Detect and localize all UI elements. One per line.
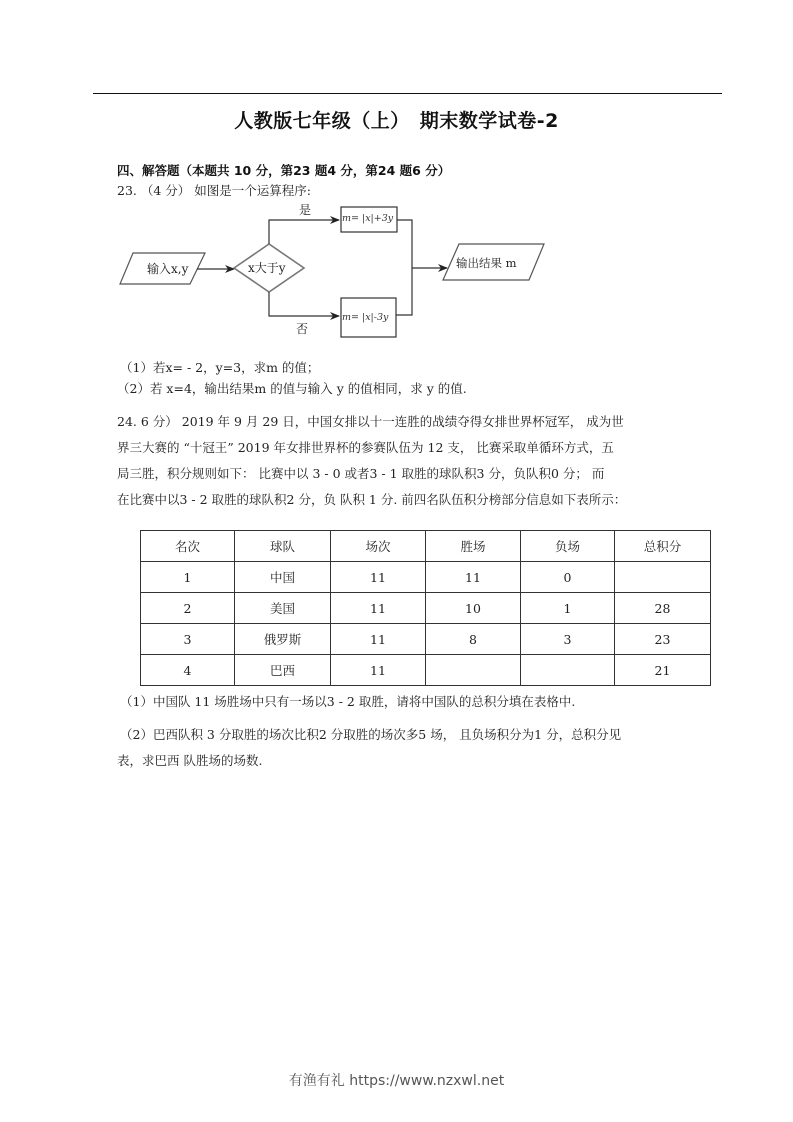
input-label: 输入x,y xyxy=(147,262,189,276)
yes-label: 是 xyxy=(299,203,312,217)
header-rank: 名次 xyxy=(141,531,235,562)
header-wins: 胜场 xyxy=(426,531,521,562)
table-row xyxy=(141,655,711,686)
cell-losses xyxy=(521,655,615,686)
cell-matches: 11 xyxy=(331,655,426,686)
question-24-part-2-line-1: （2）巴西队积 3 分取胜的场次比积2 分取胜的场次多5 场， 且负场积分为1 分，总积分见 xyxy=(120,727,622,742)
cell-team: 巴西 xyxy=(235,655,331,686)
cell-losses: 3 xyxy=(521,624,615,655)
header-losses: 负场 xyxy=(521,531,615,562)
header-total-points: 总积分 xyxy=(615,531,711,562)
page-title: 人教版七年级（上） 期末数学试卷-2 xyxy=(234,110,559,132)
decision-label: x大于y xyxy=(248,261,286,275)
cell-wins xyxy=(426,655,521,686)
cell-matches: 11 xyxy=(331,593,426,624)
cell-total-points: 21 xyxy=(615,655,711,686)
cell-rank: 1 xyxy=(141,562,235,593)
cell-team: 美国 xyxy=(235,593,331,624)
cell-team: 俄罗斯 xyxy=(235,624,331,655)
table-row xyxy=(141,562,711,593)
no-label: 否 xyxy=(296,322,309,336)
cell-losses: 1 xyxy=(521,593,615,624)
question-23-part-2: （2）若 x=4，输出结果m 的值与输入 y 的值相同，求 y 的值. xyxy=(117,381,467,396)
question-24-part-1: （1）中国队 11 场胜场中只有一场以3 - 2 取胜，请将中国队的总积分填在表格中. xyxy=(120,694,576,709)
cell-rank: 3 xyxy=(141,624,235,655)
cell-total-points xyxy=(615,562,711,593)
question-24-line-3: 局三胜，积分规则如下： 比赛中以 3 - 0 或者3 - 1 取胜的球队积3 分，负队积0 分； 而 xyxy=(117,466,605,481)
cell-rank: 2 xyxy=(141,593,235,624)
cell-matches: 11 xyxy=(331,562,426,593)
cell-total-points: 28 xyxy=(615,593,711,624)
question-24-line-4: 在比赛中以3 - 2 取胜的球队积2 分，负 队积 1 分. 前四名队伍积分榜部分信息如下表所示： xyxy=(117,492,627,507)
cell-wins: 8 xyxy=(426,624,521,655)
cell-wins: 11 xyxy=(426,562,521,593)
question-24-line-1: 24. 6 分） 2019 年 9 月 29 日，中国女排以十一连胜的战绩夺得女排世界杯冠军， 成为世 xyxy=(117,414,624,429)
flowchart xyxy=(110,195,570,345)
yes-box-formula: m= |x|+3y xyxy=(342,213,394,224)
question-23-part-1: （1）若x= - 2，y=3，求m 的值； xyxy=(120,360,320,375)
cell-wins: 10 xyxy=(426,593,521,624)
cell-rank: 4 xyxy=(141,655,235,686)
top-rule xyxy=(93,93,722,94)
question-24-line-2: 界三大赛的 “十冠王” 2019 年女排世界杯的参赛队伍为 12 支， 比赛采取单循环方式，五 xyxy=(117,440,614,455)
header-matches: 场次 xyxy=(331,531,426,562)
table-header-row xyxy=(141,531,711,562)
cell-matches: 11 xyxy=(331,624,426,655)
footer-watermark: 有渔有礼 https://www.nzxwl.net xyxy=(288,1073,505,1089)
table-row xyxy=(141,593,711,624)
header-team: 球队 xyxy=(235,531,331,562)
standings-table xyxy=(140,530,711,686)
cell-losses: 0 xyxy=(521,562,615,593)
question-23-intro: 23. （4 分） 如图是一个运算程序: xyxy=(117,183,311,198)
question-24-stem xyxy=(117,409,677,513)
cell-total-points: 23 xyxy=(615,624,711,655)
question-24-part-2-line-2: 表，求巴西 队胜场的场数. xyxy=(117,753,263,768)
question-24-part-2 xyxy=(117,722,680,774)
section-heading: 四、解答题（本题共 10 分，第23 题4 分，第24 题6 分） xyxy=(117,163,451,178)
output-label: 输出结果 m xyxy=(456,256,517,270)
no-box-formula: m= |x|-3y xyxy=(342,312,389,323)
cell-team: 中国 xyxy=(235,562,331,593)
table-row xyxy=(141,624,711,655)
